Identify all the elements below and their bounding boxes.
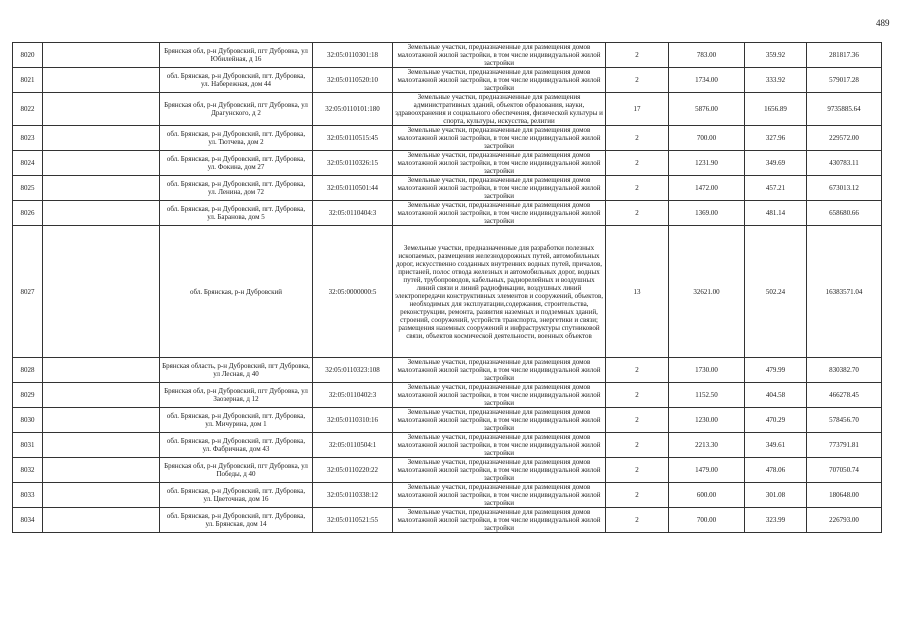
table-row (13, 93, 882, 126)
permitted-use-cell: Земельные участки, предназначенные для размещения домов малоэтажной жилой застройки, в том числе индивидуальной жилой застройки (393, 433, 606, 458)
table-row (13, 151, 882, 176)
table-row (13, 176, 882, 201)
address-cell: обл. Брянская, р-н Дубровский, пгт. Дубровка, ул. Набережная, дом 44 (160, 68, 313, 93)
row-number-cell: 8027 (13, 226, 43, 358)
use-group-code-cell: 2 (606, 358, 669, 383)
address-cell: обл. Брянская, р-н Дубровский, пгт. Дубровка, ул. Цветочная, дом 16 (160, 483, 313, 508)
empty-cell (43, 93, 160, 126)
cadastral-value-cell: 226793.00 (807, 508, 882, 533)
use-group-code-cell: 2 (606, 68, 669, 93)
address-cell: Брянская обл, р-н Дубровский, пгт Дубровка, ул Юбилейная, д 16 (160, 43, 313, 68)
cadastral-value-cell: 16383571.04 (807, 226, 882, 358)
address-cell: Брянская область, р-н Дубровский, пгт Дубровка, ул Лесная, д 40 (160, 358, 313, 383)
cadastral-number-cell: 32:05:0110504:1 (313, 433, 393, 458)
area-cell: 1730.00 (669, 358, 745, 383)
specific-value-cell: 404.58 (745, 383, 807, 408)
cadastral-value-cell: 430783.11 (807, 151, 882, 176)
cadastral-value-cell: 673013.12 (807, 176, 882, 201)
permitted-use-cell: Земельные участки, предназначенные для размещения административных зданий, объектов образования, науки, здравоохранения и социального обеспечения, физической культуры и спорта, культуры, искусства, религии (393, 93, 606, 126)
use-group-code-cell: 2 (606, 408, 669, 433)
empty-cell (43, 68, 160, 93)
cadastral-number-cell: 32:05:0110501:44 (313, 176, 393, 201)
table-row (13, 126, 882, 151)
cadastral-value-cell: 9735885.64 (807, 93, 882, 126)
empty-cell (43, 126, 160, 151)
use-group-code-cell: 2 (606, 508, 669, 533)
area-cell: 1230.00 (669, 408, 745, 433)
land-plots-table (12, 42, 882, 533)
specific-value-cell: 457.21 (745, 176, 807, 201)
permitted-use-cell: Земельные участки, предназначенные для размещения домов малоэтажной жилой застройки, в том числе индивидуальной жилой застройки (393, 508, 606, 533)
area-cell: 1734.00 (669, 68, 745, 93)
cadastral-number-cell: 32:05:0110521:55 (313, 508, 393, 533)
use-group-code-cell: 17 (606, 93, 669, 126)
table-row (13, 43, 882, 68)
area-cell: 1231.90 (669, 151, 745, 176)
specific-value-cell: 333.92 (745, 68, 807, 93)
empty-cell (43, 176, 160, 201)
area-cell: 32621.00 (669, 226, 745, 358)
specific-value-cell: 327.96 (745, 126, 807, 151)
address-cell: Брянская обл, р-н Дубровский, пгт Дубровка, ул Заозерная, д 12 (160, 383, 313, 408)
table-row (13, 433, 882, 458)
row-number-cell: 8020 (13, 43, 43, 68)
cadastral-number-cell: 32:05:0110310:16 (313, 408, 393, 433)
cadastral-number-cell: 32:05:0110323:108 (313, 358, 393, 383)
use-group-code-cell: 2 (606, 433, 669, 458)
use-group-code-cell: 2 (606, 151, 669, 176)
use-group-code-cell: 2 (606, 201, 669, 226)
cadastral-number-cell: 32:05:0110326:15 (313, 151, 393, 176)
cadastral-value-cell: 658680.66 (807, 201, 882, 226)
cadastral-value-cell: 578456.70 (807, 408, 882, 433)
table-row (13, 408, 882, 433)
cadastral-number-cell: 32:05:0110101:180 (313, 93, 393, 126)
specific-value-cell: 470.29 (745, 408, 807, 433)
row-number-cell: 8032 (13, 458, 43, 483)
address-cell: Брянская обл, р-н Дубровский, пгт Дубровка, ул Драгунского, д 2 (160, 93, 313, 126)
empty-cell (43, 408, 160, 433)
row-number-cell: 8026 (13, 201, 43, 226)
cadastral-number-cell: 32:05:0110515:45 (313, 126, 393, 151)
cadastral-number-cell: 32:05:0110402:3 (313, 383, 393, 408)
table-row (13, 383, 882, 408)
table-row (13, 458, 882, 483)
specific-value-cell: 1656.89 (745, 93, 807, 126)
cadastral-number-cell: 32:05:0110404:3 (313, 201, 393, 226)
permitted-use-cell: Земельные участки, предназначенные для размещения домов малоэтажной жилой застройки, в том числе индивидуальной жилой застройки (393, 43, 606, 68)
area-cell: 1479.00 (669, 458, 745, 483)
specific-value-cell: 478.06 (745, 458, 807, 483)
cadastral-value-cell: 180648.00 (807, 483, 882, 508)
empty-cell (43, 201, 160, 226)
empty-cell (43, 383, 160, 408)
empty-cell (43, 43, 160, 68)
permitted-use-cell: Земельные участки, предназначенные для размещения домов малоэтажной жилой застройки, в том числе индивидуальной жилой застройки (393, 483, 606, 508)
permitted-use-cell: Земельные участки, предназначенные для размещения домов малоэтажной жилой застройки, в том числе индивидуальной жилой застройки (393, 358, 606, 383)
permitted-use-cell: Земельные участки, предназначенные для размещения домов малоэтажной жилой застройки, в том числе индивидуальной жилой застройки (393, 176, 606, 201)
address-cell: обл. Брянская, р-н Дубровский, пгт. Дубровка, ул. Фокина, дом 27 (160, 151, 313, 176)
use-group-code-cell: 2 (606, 126, 669, 151)
row-number-cell: 8025 (13, 176, 43, 201)
address-cell: Брянская обл, р-н Дубровский, пгт Дубровка, ул Победы, д 40 (160, 458, 313, 483)
cadastral-value-cell: 281817.36 (807, 43, 882, 68)
area-cell: 2213.30 (669, 433, 745, 458)
empty-cell (43, 508, 160, 533)
row-number-cell: 8028 (13, 358, 43, 383)
row-number-cell: 8034 (13, 508, 43, 533)
area-cell: 1152.50 (669, 383, 745, 408)
use-group-code-cell: 2 (606, 458, 669, 483)
cadastral-value-cell: 579017.28 (807, 68, 882, 93)
cadastral-value-cell: 830382.70 (807, 358, 882, 383)
row-number-cell: 8021 (13, 68, 43, 93)
address-cell: обл. Брянская, р-н Дубровский, пгт. Дубровка, ул. Тютчева, дом 2 (160, 126, 313, 151)
area-cell: 5876.00 (669, 93, 745, 126)
cadastral-value-cell: 466278.45 (807, 383, 882, 408)
permitted-use-cell: Земельные участки, предназначенные для размещения домов малоэтажной жилой застройки, в том числе индивидуальной жилой застройки (393, 68, 606, 93)
permitted-use-cell: Земельные участки, предназначенные для размещения домов малоэтажной жилой застройки, в том числе индивидуальной жилой застройки (393, 383, 606, 408)
permitted-use-cell: Земельные участки, предназначенные для размещения домов малоэтажной жилой застройки, в том числе индивидуальной жилой застройки (393, 126, 606, 151)
area-cell: 700.00 (669, 508, 745, 533)
area-cell: 700.00 (669, 126, 745, 151)
address-cell: обл. Брянская, р-н Дубровский, пгт. Дубровка, ул. Брянская, дом 14 (160, 508, 313, 533)
specific-value-cell: 502.24 (745, 226, 807, 358)
table-row (13, 508, 882, 533)
address-cell: обл. Брянская, р-н Дубровский, пгт. Дубровка, ул. Фабричная, дом 43 (160, 433, 313, 458)
table-row (13, 201, 882, 226)
cadastral-number-cell: 32:05:0110520:10 (313, 68, 393, 93)
cadastral-value-cell: 773791.81 (807, 433, 882, 458)
table-body (13, 43, 882, 533)
row-number-cell: 8023 (13, 126, 43, 151)
permitted-use-cell: Земельные участки, предназначенные для размещения домов малоэтажной жилой застройки, в том числе индивидуальной жилой застройки (393, 458, 606, 483)
cadastral-number-cell: 32:05:0110338:12 (313, 483, 393, 508)
empty-cell (43, 358, 160, 383)
table-row (13, 358, 882, 383)
specific-value-cell: 481.14 (745, 201, 807, 226)
row-number-cell: 8033 (13, 483, 43, 508)
empty-cell (43, 151, 160, 176)
table-row (13, 226, 882, 358)
address-cell: обл. Брянская, р-н Дубровский (160, 226, 313, 358)
row-number-cell: 8024 (13, 151, 43, 176)
row-number-cell: 8030 (13, 408, 43, 433)
permitted-use-cell: Земельные участки, предназначенные для размещения домов малоэтажной жилой застройки, в том числе индивидуальной жилой застройки (393, 408, 606, 433)
specific-value-cell: 349.61 (745, 433, 807, 458)
specific-value-cell: 359.92 (745, 43, 807, 68)
use-group-code-cell: 2 (606, 43, 669, 68)
row-number-cell: 8022 (13, 93, 43, 126)
specific-value-cell: 323.99 (745, 508, 807, 533)
permitted-use-cell: Земельные участки, предназначенные для разработки полезных ископаемых, размещения железнодорожных путей, автомобильных дорог, искусственно созданных внутренних водных путей, причалов, пристаней, полос отвода железных и автомобильных дорог, водных путей, трубопроводов, кабельных, радиорелейных и воздушных линий связи и линий радиофикации, воздушных линий электропередачи конструктивных элементов и сооружений, объектов, необходимых для эксплуатации,содержания, строительства, реконструкции, ремонта, развития наземных и подземных зданий, строений, сооружений, устройств транспорта, энергетики и связи; размещения наземных сооружений и инфраструктуры спутниковой связи, объектов космической деятельности, военных объектов (393, 226, 606, 358)
area-cell: 783.00 (669, 43, 745, 68)
cadastral-value-cell: 707050.74 (807, 458, 882, 483)
address-cell: обл. Брянская, р-н Дубровский, пгт. Дубровка, ул. Мичурина, дом 1 (160, 408, 313, 433)
table-row (13, 68, 882, 93)
cadastral-number-cell: 32:05:0110220:22 (313, 458, 393, 483)
use-group-code-cell: 13 (606, 226, 669, 358)
area-cell: 600.00 (669, 483, 745, 508)
address-cell: обл. Брянская, р-н Дубровский, пгт. Дубровка, ул. Ленина, дом 72 (160, 176, 313, 201)
use-group-code-cell: 2 (606, 483, 669, 508)
permitted-use-cell: Земельные участки, предназначенные для размещения домов малоэтажной жилой застройки, в том числе индивидуальной жилой застройки (393, 151, 606, 176)
cadastral-value-cell: 229572.00 (807, 126, 882, 151)
row-number-cell: 8031 (13, 433, 43, 458)
specific-value-cell: 301.08 (745, 483, 807, 508)
specific-value-cell: 479.99 (745, 358, 807, 383)
area-cell: 1472.00 (669, 176, 745, 201)
empty-cell (43, 433, 160, 458)
use-group-code-cell: 2 (606, 383, 669, 408)
use-group-code-cell: 2 (606, 176, 669, 201)
cadastral-number-cell: 32:05:0110301:18 (313, 43, 393, 68)
specific-value-cell: 349.69 (745, 151, 807, 176)
cadastral-number-cell: 32:05:0000000:5 (313, 226, 393, 358)
empty-cell (43, 483, 160, 508)
area-cell: 1369.00 (669, 201, 745, 226)
row-number-cell: 8029 (13, 383, 43, 408)
table-row (13, 483, 882, 508)
empty-cell (43, 458, 160, 483)
empty-cell (43, 226, 160, 358)
page-number: 489 (876, 18, 890, 28)
address-cell: обл. Брянская, р-н Дубровский, пгт. Дубровка, ул. Баранова, дом 5 (160, 201, 313, 226)
permitted-use-cell: Земельные участки, предназначенные для размещения домов малоэтажной жилой застройки, в том числе индивидуальной жилой застройки (393, 201, 606, 226)
